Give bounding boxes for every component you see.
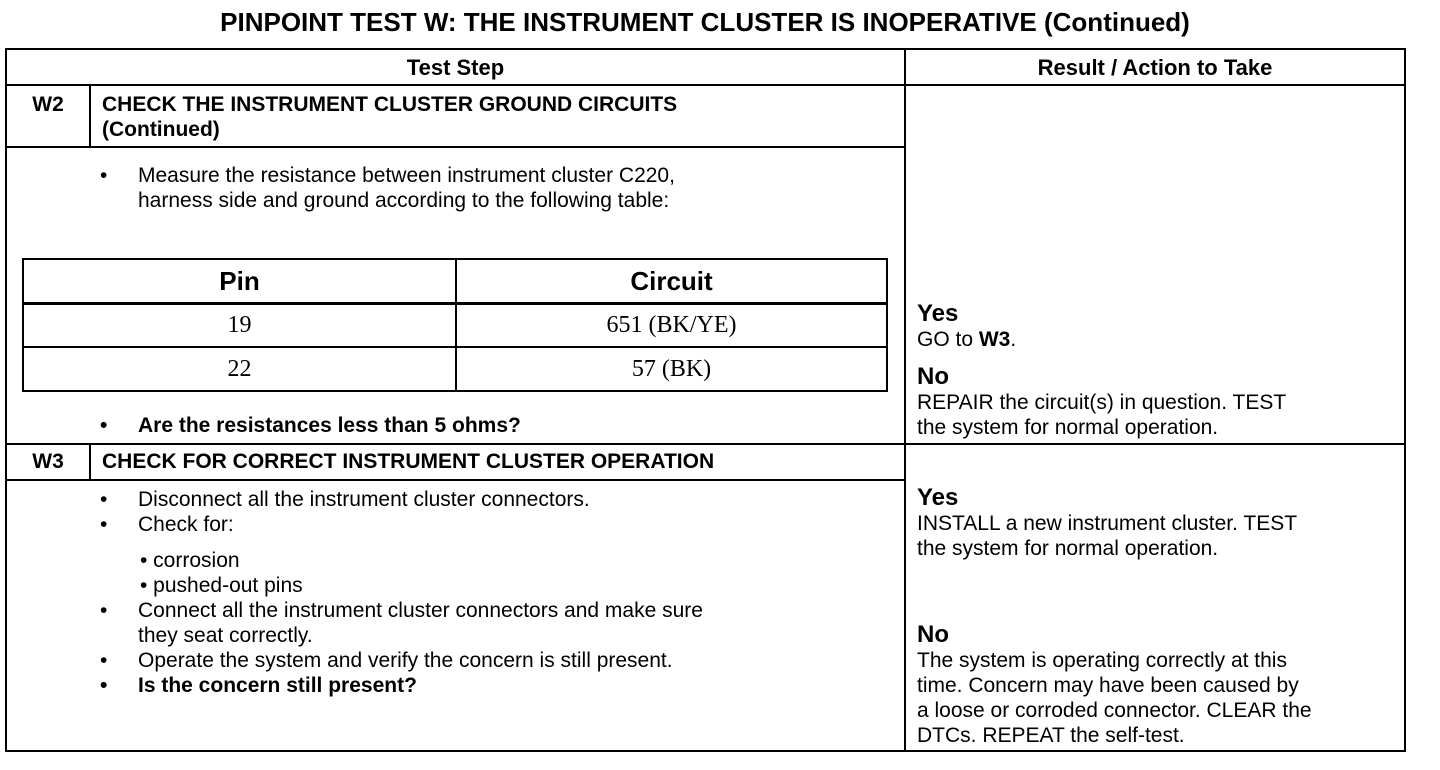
bullet-text-line1: Connect all the instrument cluster connectors and make sure [138,599,703,622]
result-yes-line2: the system for normal operation. [917,537,1219,560]
result-yes-line1: INSTALL a new instrument cluster. TEST [917,512,1298,535]
bullet-icon: • [100,513,108,536]
step-id-divider [89,86,91,146]
result-no-label: No [917,621,949,648]
result-w2 [917,300,1402,440]
bullet-icon: • [100,164,108,187]
pin-column-header: Pin [219,266,260,296]
result-no-line1: REPAIR the circuit(s) in question. TEST [917,391,1287,414]
result-no-line2: time. Concern may have been caused by [917,674,1299,697]
bullet-text: Check for: [138,513,234,536]
step-title-w2-line2: (Continued) [102,118,220,141]
page-title: PINPOINT TEST W: THE INSTRUMENT CLUSTER IS INOPERATIVE (Continued) [220,7,1190,37]
result-yes-label: Yes [917,484,959,511]
bullet-text-line1: Measure the resistance between instrument cluster C220, [138,164,675,187]
result-no-line4: DTCs. REPEAT the self-test. [917,724,1185,747]
circuit-cell: 57 (BK) [631,356,712,382]
circuit-cell: 651 (BK/YE) [606,312,737,338]
bullet-icon: • [100,599,108,622]
result-yes-prefix: GO to [917,328,979,351]
pin-circuit-table [22,258,888,392]
pinpoint-test-table [5,48,1406,752]
result-no-line1: The system is operating correctly at this [917,649,1287,672]
pin-cell: 19 [227,312,252,338]
sub-bullet-pushed-out-pins: • pushed-out pins [140,574,303,597]
result-header: Result / Action to Take [1037,55,1273,80]
bullet-question-text: Is the concern still present? [138,674,417,697]
bullet-text-line2: they seat correctly. [138,624,313,647]
result-w3-no [917,621,1402,748]
step-id-w2: W2 [32,93,64,116]
bullet-text: Disconnect all the instrument cluster connectors. [138,488,590,511]
bullet-icon: • [100,414,108,437]
bullet-text-line2: harness side and ground according to the following table: [138,189,670,212]
bullet-icon: • [100,488,108,511]
step-id-w3: W3 [32,450,64,473]
step-title-w2-line1: CHECK THE INSTRUMENT CLUSTER GROUND CIRCUITS [102,93,678,116]
result-yes-label: Yes [917,300,959,327]
circuit-column-header: Circuit [630,266,713,296]
bullet-icon: • [100,674,108,697]
step-id-divider [89,445,91,479]
step-title-w2 [102,92,677,142]
bullet-question-text: Are the resistances less than 5 ohms? [138,414,521,437]
pin-cell: 22 [227,356,252,382]
step-w3-title-divider [7,479,904,481]
result-w3-yes [917,484,1402,561]
result-yes-suffix: . [1010,328,1017,351]
result-no-line3: a loose or corroded connector. CLEAR the [917,699,1312,722]
step-title-w3: CHECK FOR CORRECT INSTRUMENT CLUSTER OPERATION [102,450,715,473]
result-yes-target: W3 [978,328,1011,351]
result-no-label: No [917,363,949,390]
step-w2-title-divider [7,146,904,148]
test-step-header: Test Step [406,55,505,80]
bullet-icon: • [100,649,108,672]
result-yes-text [917,327,1402,352]
result-no-line2: the system for normal operation. [917,416,1219,439]
bullet-text: Operate the system and verify the concern is still present. [138,649,673,672]
column-divider [904,50,906,750]
sub-bullet-corrosion: • corrosion [140,549,240,572]
